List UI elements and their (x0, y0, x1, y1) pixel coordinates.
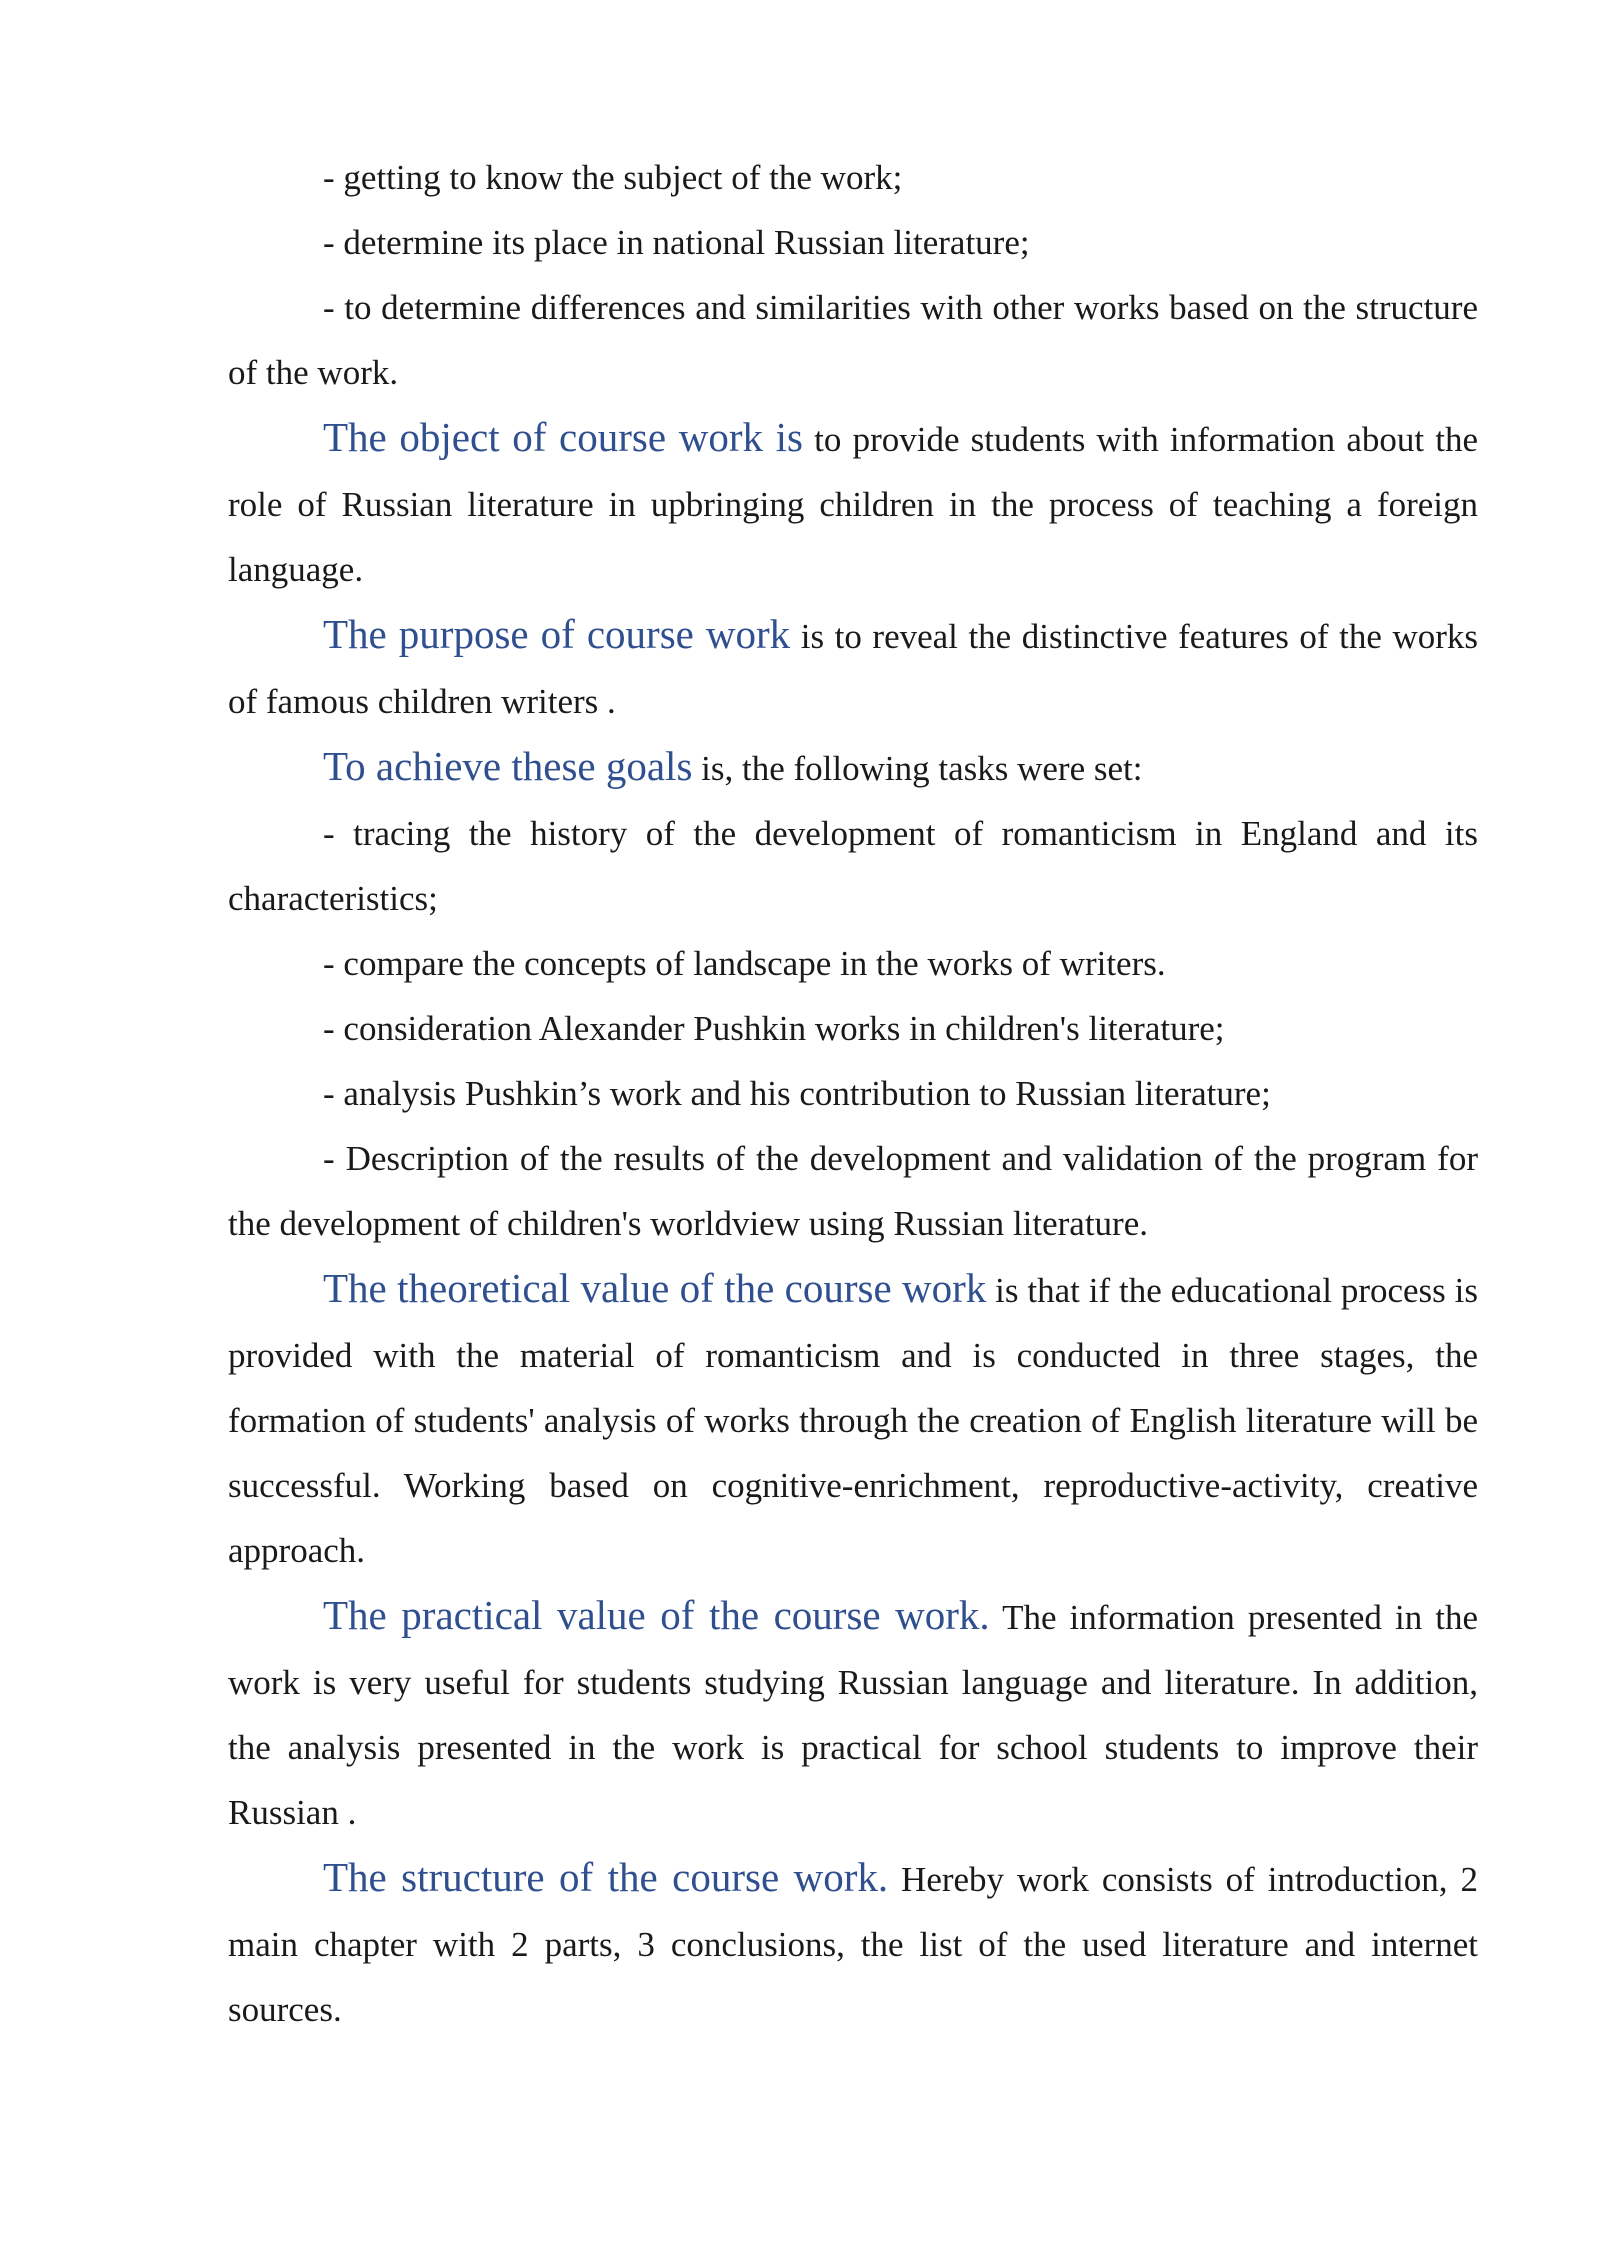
paragraph-text: - analysis Pushkin’s work and his contribution to Russian literature; (323, 1074, 1271, 1113)
section-heading-object: The object of course work is (323, 414, 804, 460)
paragraph-goal-4 (228, 1061, 1478, 1126)
paragraph-text: - getting to know the subject of the work; (323, 158, 903, 197)
paragraph-text: - consideration Alexander Pushkin works in children's literature; (323, 1009, 1225, 1048)
paragraph-text: - determine its place in national Russian literature; (323, 223, 1030, 262)
paragraph-purpose (228, 602, 1478, 734)
paragraph-goals (228, 734, 1478, 801)
paragraph-text: - Description of the results of the development and validation of the program for the development of children's worldview using Russian literature. (228, 1139, 1478, 1243)
paragraph-text: to provide students with information about the role of Russian literature in upbringing children in the process of teaching a foreign language. (228, 420, 1479, 589)
paragraph-text: The information presented in the work is very useful for students studying Russian language and literature. In addition, the analysis presented in the work is practical for school students to improve their Russian . (228, 1598, 1478, 1832)
paragraph-goal-3 (228, 996, 1478, 1061)
paragraph-structure (228, 1845, 1478, 2042)
paragraph-task-2 (228, 210, 1478, 275)
section-heading-theoretical-value: The theoretical value of the course work (323, 1265, 987, 1311)
paragraph-text: Hereby work consists of introduction, 2 main chapter with 2 parts, 3 conclusions, the list of the used literature and internet sources. (228, 1860, 1478, 2029)
section-heading-practical-value: The practical value of the course work. (323, 1592, 990, 1638)
paragraph-task-1 (228, 145, 1478, 210)
paragraph-practical-value (228, 1583, 1478, 1845)
section-heading-purpose: The purpose of course work (323, 611, 791, 657)
paragraph-text: is to reveal the distinctive features of the works of famous children writers . (228, 617, 1478, 721)
paragraph-goal-2 (228, 931, 1478, 996)
paragraph-text: - to determine differences and similarities with other works based on the structure of the work. (228, 288, 1478, 392)
section-heading-structure: The structure of the course work. (323, 1854, 889, 1900)
paragraph-text: is, the following tasks were set: (692, 749, 1143, 788)
paragraph-object (228, 405, 1478, 602)
paragraph-task-3 (228, 275, 1478, 405)
paragraph-goal-5 (228, 1126, 1478, 1256)
paragraph-goal-1 (228, 801, 1478, 931)
section-heading-goals: To achieve these goals (323, 743, 693, 789)
paragraph-text: - compare the concepts of landscape in the works of writers. (323, 944, 1166, 983)
paragraph-text: - tracing the history of the development of romanticism in England and its characteristics; (228, 814, 1478, 918)
document-body (228, 145, 1478, 2042)
paragraph-theoretical-value (228, 1256, 1478, 1583)
paragraph-text: is that if the educational process is provided with the material of romanticism and is conducted in three stages, the formation of students' analysis of works through the creation of English literature will be successful. Working based on cognitive-enrichment, reproductive-activity, creative approach. (228, 1271, 1479, 1570)
